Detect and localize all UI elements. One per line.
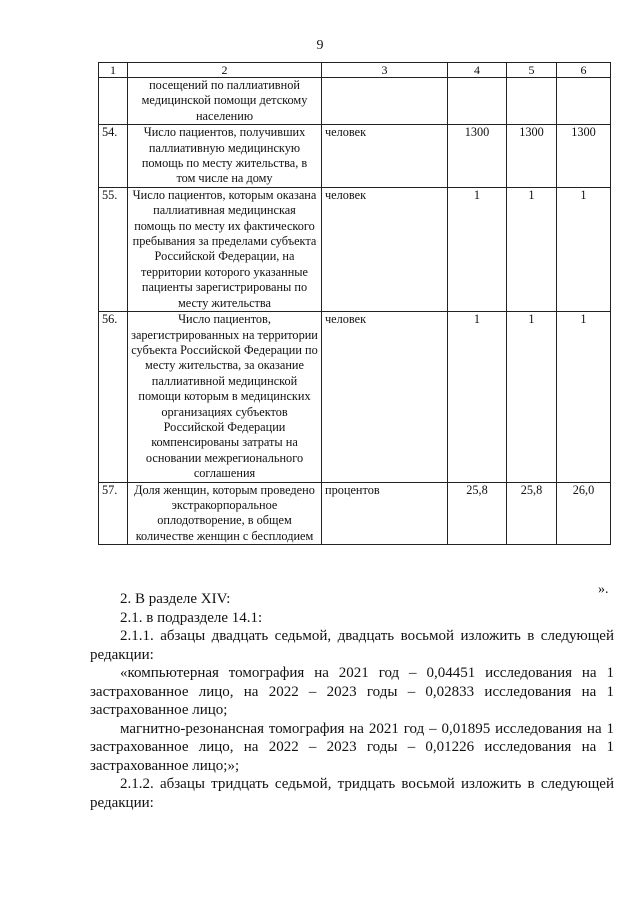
indicator-name: посещений по паллиативной медицинской помощи детскому населению	[128, 78, 322, 125]
column-header: 5	[507, 63, 557, 78]
table-row	[99, 482, 611, 545]
column-header: 6	[557, 63, 611, 78]
value-2021: 1	[448, 187, 507, 311]
unit-cell: человек	[322, 187, 448, 311]
column-header: 3	[322, 63, 448, 78]
value-2023: 1300	[557, 125, 611, 188]
value-2023: 1	[557, 312, 611, 482]
value-2021: 1300	[448, 125, 507, 188]
value-2022: 25,8	[507, 482, 557, 545]
value-2022: 1	[507, 187, 557, 311]
document-body	[90, 590, 614, 812]
value-2021: 25,8	[448, 482, 507, 545]
value-2021: 1	[448, 312, 507, 482]
value-2022	[507, 78, 557, 125]
table-header-row	[99, 63, 611, 78]
table-row	[99, 125, 611, 188]
row-number	[99, 78, 128, 125]
value-2022: 1300	[507, 125, 557, 188]
paragraph: 2.1.1. абзацы двадцать седьмой, двадцать восьмой изложить в следующей редакции:	[90, 628, 614, 663]
page-number: 9	[316, 38, 324, 53]
column-header: 4	[448, 63, 507, 78]
table-row	[99, 312, 611, 482]
unit-cell	[322, 78, 448, 125]
closing-quote: ».	[598, 582, 609, 597]
unit-cell: человек	[322, 125, 448, 188]
column-header: 2	[128, 63, 322, 78]
paragraph: магнитно-резонансная томография на 2021 год – 0,01895 исследования на 1 застрахованное лицо, на 2022 – 2023 годы – 0,01226 исследования на 1 застрахованное лицо;»;	[90, 720, 614, 774]
indicators-table	[98, 62, 611, 545]
column-header: 1	[99, 63, 128, 78]
row-number: 55.	[99, 187, 128, 311]
indicator-name: Число пациентов, которым оказана паллиативная медицинская помощь по месту их фактического пребывания за пределами субъекта Российской Федерации, на территории которого указанные пациенты зарегистрированы по месту жительства	[128, 187, 322, 311]
row-number: 54.	[99, 125, 128, 188]
paragraph: 2.1.2. абзацы тридцать седьмой, тридцать восьмой изложить в следующей редакции:	[90, 776, 614, 811]
unit-cell: человек	[322, 312, 448, 482]
paragraph: 2. В разделе XIV:	[120, 591, 231, 607]
value-2023: 1	[557, 187, 611, 311]
value-2021	[448, 78, 507, 125]
indicator-name: Доля женщин, которым проведено экстракорпоральное оплодотворение, в общем количестве женщин с бесплодием	[128, 482, 322, 545]
value-2023: 26,0	[557, 482, 611, 545]
row-number: 57.	[99, 482, 128, 545]
unit-cell: процентов	[322, 482, 448, 545]
table-row	[99, 78, 611, 125]
paragraph: «компьютерная томография на 2021 год – 0,04451 исследования на 1 застрахованное лицо, на 2022 – 2023 годы – 0,02833 исследования на 1 застрахованное лицо;	[90, 665, 614, 718]
indicator-name: Число пациентов, получивших паллиативную медицинскую помощь по месту жительства, в том числе на дому	[128, 125, 322, 188]
paragraph: 2.1. в подразделе 14.1:	[120, 609, 263, 626]
indicator-name: Число пациентов, зарегистрированных на территории субъекта Российской Федерации по месту жительства, за оказание паллиативной медицинской помощи которым в медицинских организациях субъектов Российской Федерации компенсированы затраты на основании межрегионального соглашения	[128, 312, 322, 482]
row-number: 56.	[99, 312, 128, 482]
value-2022: 1	[507, 312, 557, 482]
table-row	[99, 187, 611, 311]
value-2023	[557, 78, 611, 125]
